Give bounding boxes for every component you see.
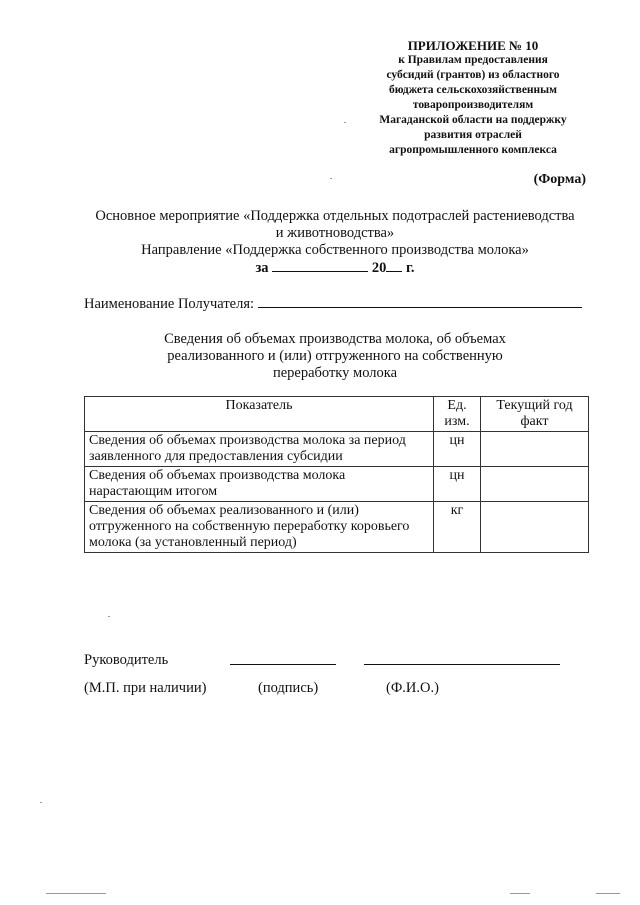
scan-speck	[46, 893, 106, 894]
info-title-line: Сведения об объемах производства молока, об объемах	[164, 331, 506, 347]
recipient-row	[84, 295, 582, 313]
scan-speck	[510, 893, 530, 894]
table-row	[85, 502, 589, 553]
appendix-line: бюджета сельскохозяйственным	[389, 84, 557, 96]
appendix-line: развития отраслей	[424, 129, 522, 141]
indicators-table	[84, 396, 589, 553]
appendix-header	[358, 38, 588, 158]
unit-cell: цн	[434, 432, 481, 467]
appendix-line: товаропроизводителям	[412, 99, 534, 111]
scan-speck	[344, 122, 346, 123]
fact-cell	[481, 502, 589, 553]
scan-speck	[330, 178, 332, 179]
table-row	[85, 432, 589, 467]
direction-line: Направление «Поддержка собственного производства молока»	[141, 242, 529, 258]
recipient-label: Наименование Получателя:	[84, 296, 255, 312]
indicator-cell: Сведения об объемах производства молока нарастающим итогом	[85, 467, 434, 502]
event-line: Основное мероприятие «Поддержка отдельных подотраслей растениеводства	[95, 208, 575, 224]
signature-role: Руководитель	[84, 652, 169, 668]
info-title-line: реализованного и (или) отгруженного на собственную	[167, 348, 503, 364]
signature-blank	[230, 664, 336, 665]
header-fact: Текущий год факт	[481, 397, 589, 432]
year-blank	[386, 259, 402, 272]
unit-cell: кг	[434, 502, 481, 553]
event-heading	[80, 208, 590, 277]
fact-cell	[481, 432, 589, 467]
name-blank	[364, 664, 560, 665]
scan-speck	[596, 893, 620, 894]
appendix-number: ПРИЛОЖЕНИЕ № 10	[407, 38, 539, 53]
period-suffix: г.	[405, 260, 415, 276]
scan-speck	[108, 616, 110, 617]
header-indicator: Показатель	[85, 397, 434, 432]
period-prefix: за	[255, 260, 269, 276]
appendix-line: Магаданской области на поддержку	[379, 114, 567, 126]
recipient-blank	[258, 295, 582, 308]
indicator-cell: Сведения об объемах реализованного и (или) отгруженного на собственную переработку коровьего молока (за установленный период)	[85, 502, 434, 553]
fact-cell	[481, 467, 589, 502]
form-label: (Форма)	[533, 172, 586, 187]
event-line: и животноводства»	[275, 225, 395, 241]
stamp-caption: (М.П. при наличии)	[84, 680, 207, 696]
info-title	[80, 331, 590, 382]
period-line	[80, 259, 590, 277]
indicator-cell: Сведения об объемах производства молока за период заявленного для предоставления субсидии	[85, 432, 434, 467]
period-year: 20	[371, 260, 387, 276]
sign-caption: (подпись)	[258, 680, 319, 696]
unit-cell: цн	[434, 467, 481, 502]
appendix-line: агропромышленного комплекса	[389, 144, 557, 156]
info-title-line: переработку молока	[272, 365, 398, 381]
appendix-line: к Правилам предоставления	[398, 54, 548, 66]
name-caption: (Ф.И.О.)	[386, 680, 439, 696]
period-blank	[272, 259, 368, 272]
table-row	[85, 467, 589, 502]
table-header-row	[85, 397, 589, 432]
scan-speck	[40, 802, 42, 803]
header-unit: Ед. изм.	[434, 397, 481, 432]
appendix-line: субсидий (грантов) из областного	[386, 69, 560, 81]
